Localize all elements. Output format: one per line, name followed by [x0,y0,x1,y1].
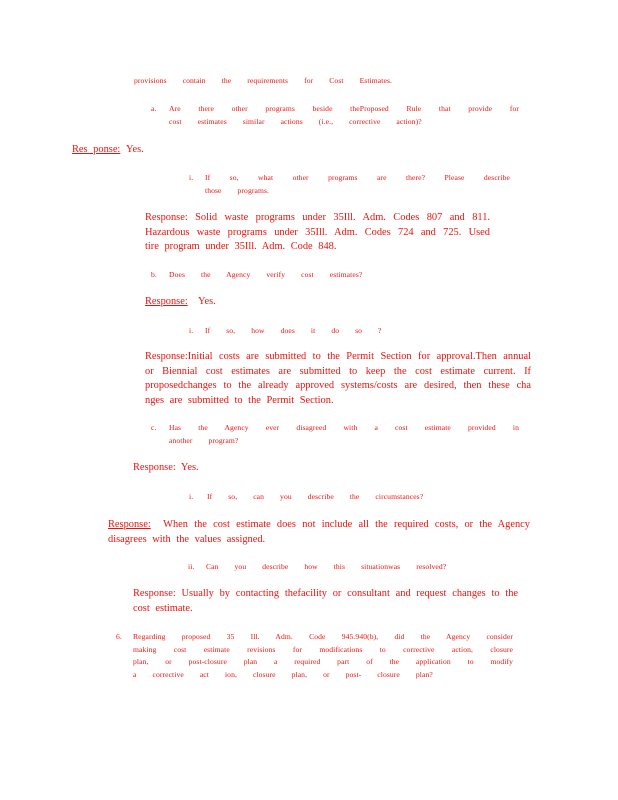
question-b-label: b. [151,270,157,279]
question-i-label-3: i. [189,492,194,501]
question-ii-label: ii. [188,562,195,571]
response-paragraph-6 [108,518,530,547]
response-label-6: Response: [108,519,151,530]
response-text-1: Yes. [126,144,144,155]
question-6-text: Regarding proposed 35 Ill. Adm. Code 945.940(b), did the Agency consider making cost estimate revisions for modifications to corrective action, closure plan, or post-closure plan a required part of the application to modify a corrective act ion, closure plan, or post- closure plan? [133,632,513,679]
question-i-text-2: If so, how does it do so ? [205,326,382,335]
question-ii-text: Can you describe how this situationwas resolved? [206,562,447,571]
response-label-3: Response: [145,296,188,307]
question-c-label: c. [151,423,157,432]
question-i-text-1: If so, what other programs are there? Please describe those programs. [205,173,510,195]
question-i-label-2: i. [189,326,194,335]
question-c-text: Has the Agency ever disagreed with a cost estimate provided in another program? [169,423,519,445]
question-a-label: a. [151,104,157,113]
response-text-6: When the cost estimate does not include all the required costs, or the Agency disagrees with the values assigned. [108,519,530,545]
response-text-3: Yes. [198,296,216,307]
question-a-text: Are there other programs beside theProposed Rule that provide for cost estimates similar actions (i.e., corrective action)? [169,104,519,126]
response-paragraph-7: Response: Usually by contacting thefacility or consultant and request changes to the cost estimate. [133,588,518,614]
text-line-provisions: provisions contain the requirements for Cost Estimates. [134,76,393,85]
response-text-5: Response: Yes. [133,462,199,473]
response-label-1: Res ponse: [72,144,121,155]
question-i-label-1: i. [189,173,194,182]
question-b-text: Does the Agency verify cost estimates? [169,270,363,279]
question-6-label: 6. [116,632,122,641]
response-paragraph-4: Response:Initial costs are submitted to the Permit Section for approval.Then annual or Biennial cost estimates are submitted to keep the cost estimate current. If proposedchanges to the already approved systems/costs are desired, then these cha nges are submitted to the Permit Section. [145,351,531,406]
response-paragraph-2: Response: Solid waste programs under 35Ill. Adm. Codes 807 and 811. Hazardous waste programs under 35Ill. Adm. Codes 724 and 725. Used tire program under 35Ill. Adm. Code 848. [145,212,490,253]
question-i-text-3: If so, can you describe the circumstances? [207,492,424,501]
